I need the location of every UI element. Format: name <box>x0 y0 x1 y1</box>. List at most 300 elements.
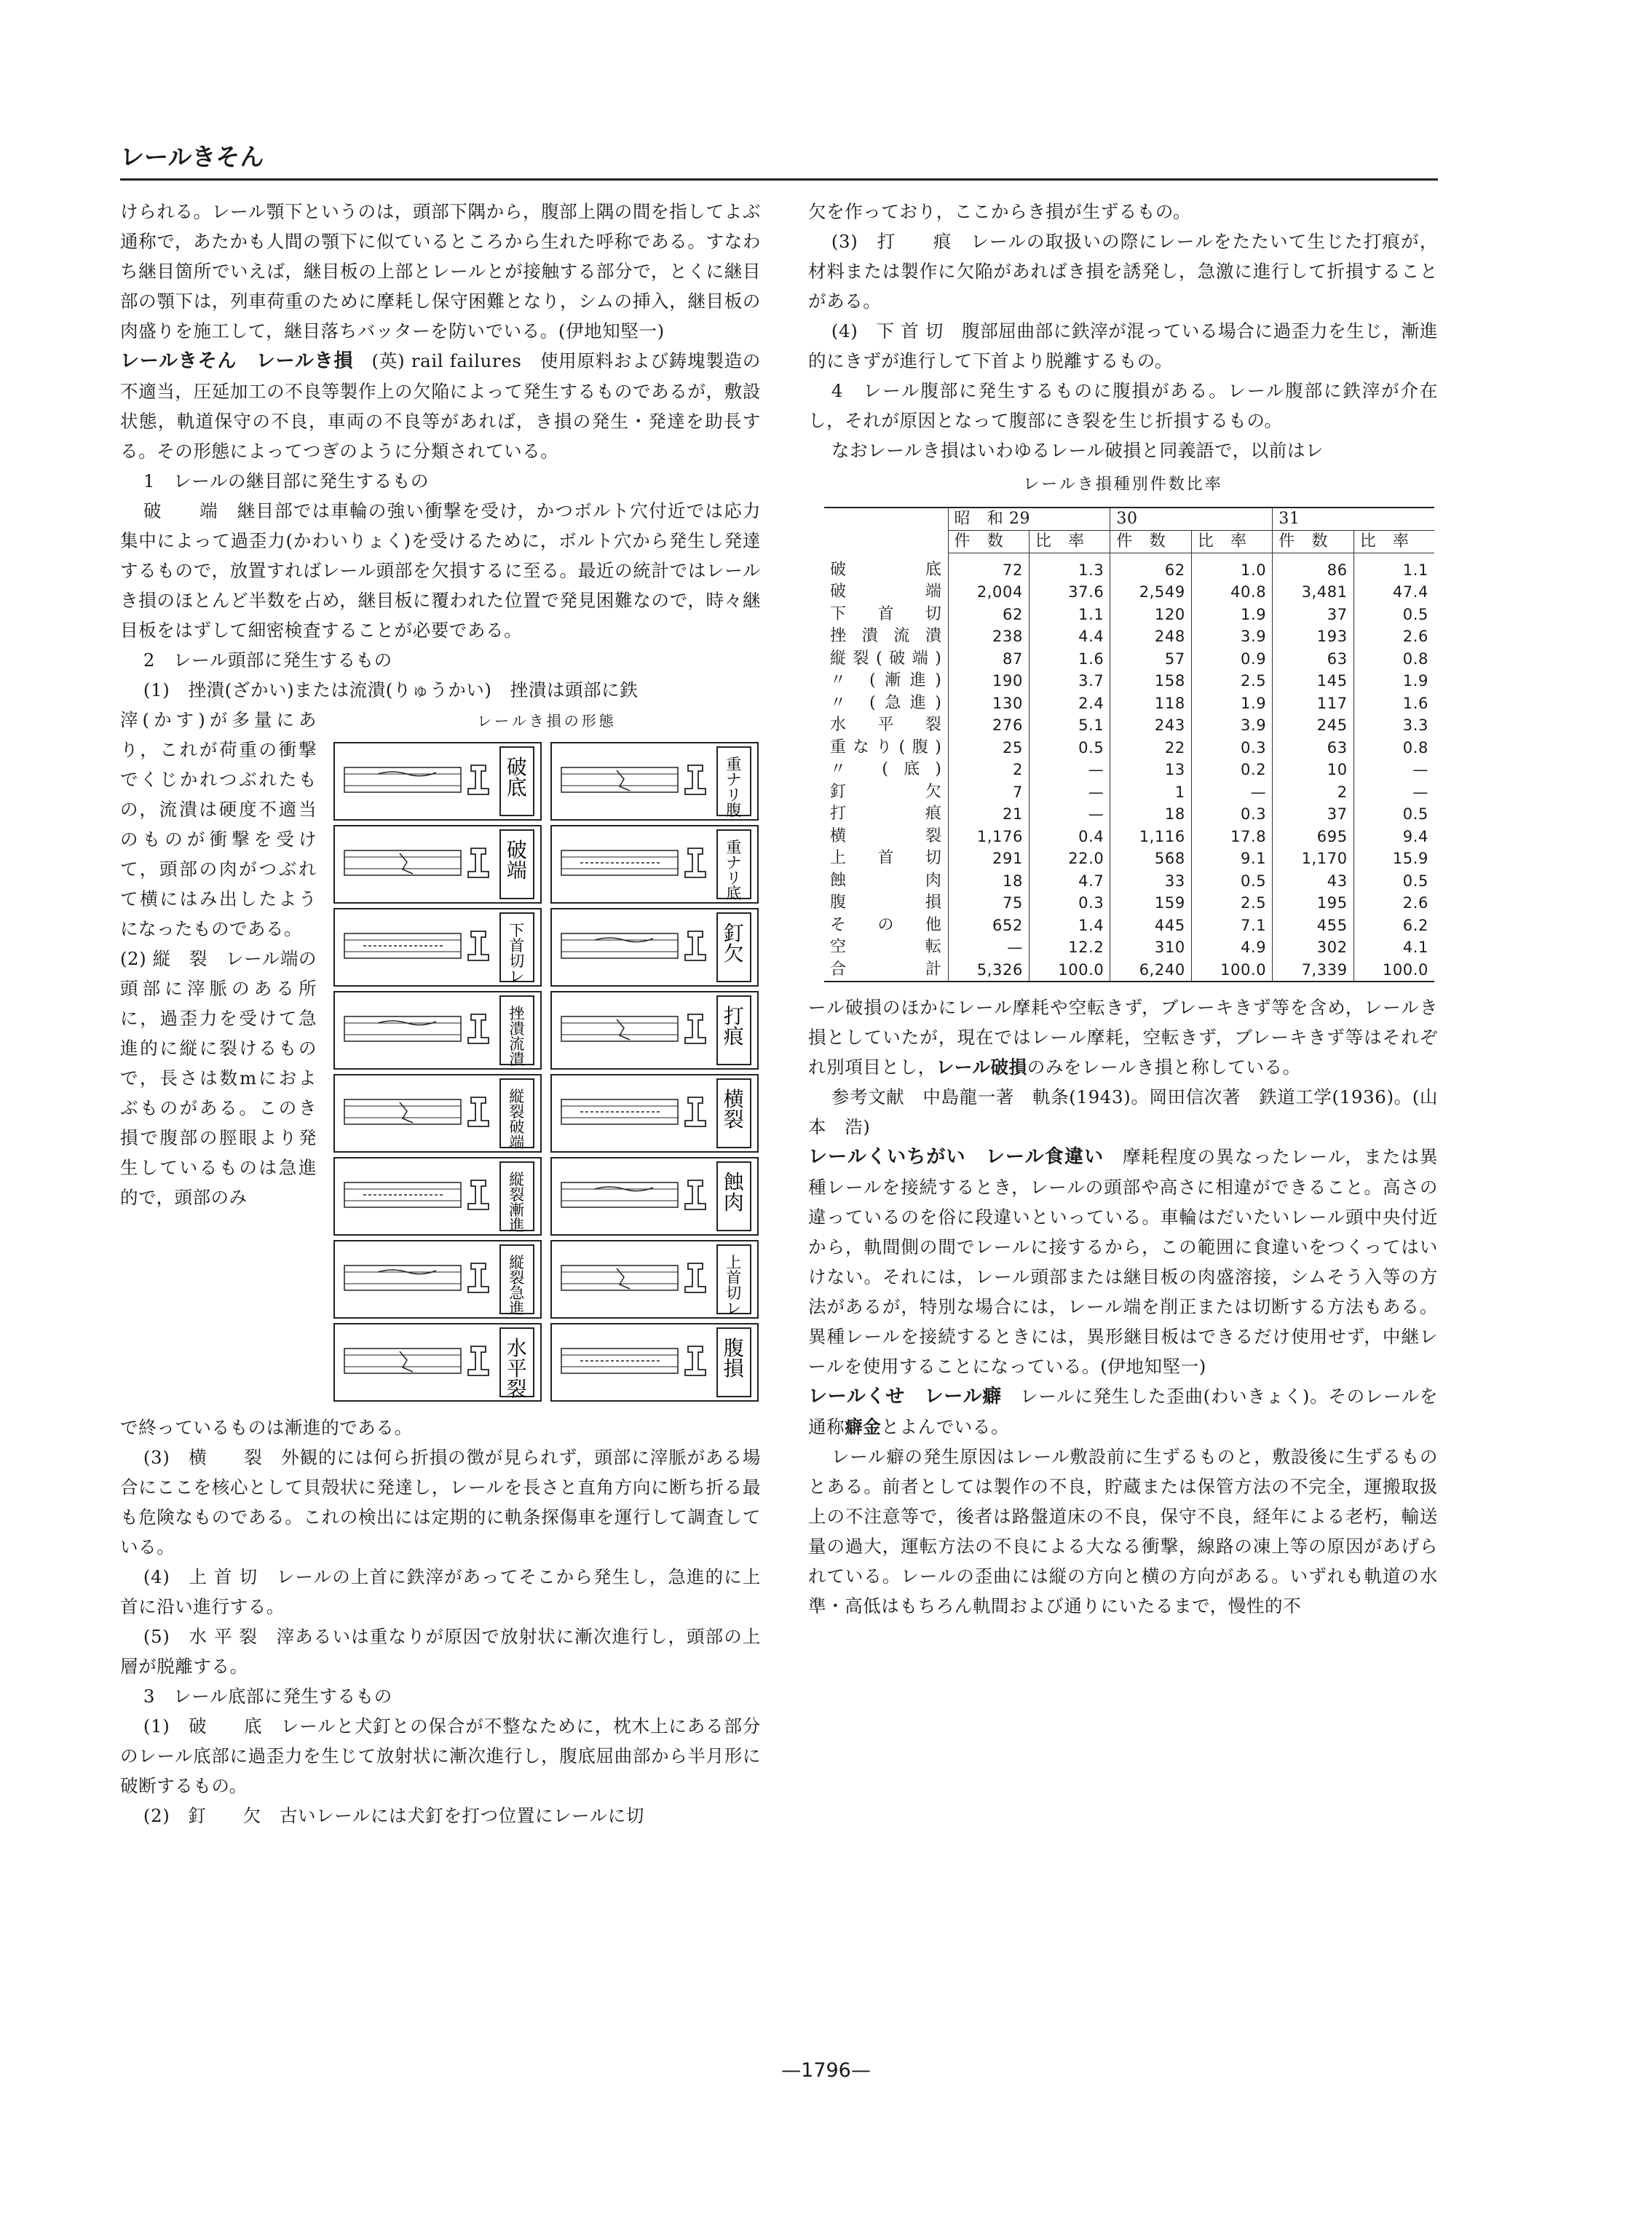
section-heading-1: 1 レールの継目部に発生するもの <box>143 470 430 491</box>
ratio-cell: 2.4 <box>1029 692 1110 715</box>
defect-crack-mark <box>400 853 413 874</box>
ratio-cell: 3.9 <box>1191 625 1272 648</box>
count-cell: 18 <box>948 870 1029 893</box>
rail-cross-section <box>468 1263 489 1292</box>
rail-cross-section <box>685 1180 706 1209</box>
ratio-cell: 12.2 <box>1029 936 1110 959</box>
rail-side-view <box>344 767 461 792</box>
ratio-cell: 4.1 <box>1353 936 1434 959</box>
figure-label-char: 重 <box>726 838 742 856</box>
count-cell: 72 <box>948 553 1029 582</box>
table-row <box>824 915 1434 937</box>
figure-drawing <box>333 741 761 1410</box>
ratio-cell: 0.9 <box>1191 648 1272 671</box>
figure-label-char: 端 <box>506 858 528 883</box>
figure-title: レールき損の形態 <box>477 712 617 730</box>
right-paragraph-6-text: ール破損のほかにレール摩耗や空転きず，ブレーキきず等を含め，レールき損としていたが，現在ではレール摩耗，空転きず，ブレーキきず等はそれぞれ別項目とし， <box>808 996 1438 1078</box>
ratio-cell: 1.6 <box>1029 648 1110 671</box>
count-cell: 238 <box>948 625 1029 648</box>
figure-wrap <box>120 705 761 1413</box>
rail-side-view <box>561 1016 678 1041</box>
count-cell: 25 <box>948 737 1029 759</box>
figure-label-char: 切 <box>726 1284 742 1302</box>
figure-label-char: 潰 <box>509 1050 525 1068</box>
count-cell: 193 <box>1273 625 1353 648</box>
row-label: 釘欠 <box>830 782 942 801</box>
count-cell: 302 <box>1273 936 1353 959</box>
count-cell: 10 <box>1273 759 1353 781</box>
figure-label <box>507 755 528 799</box>
count-header: 件 数 <box>1273 531 1353 553</box>
table-row <box>824 581 1434 604</box>
table-row <box>824 737 1434 759</box>
count-cell: 310 <box>1110 936 1191 959</box>
ratio-cell: 0.3 <box>1191 737 1272 759</box>
figure-label-char: 流 <box>509 1035 525 1053</box>
count-cell: 21 <box>948 803 1029 826</box>
figure-label-char: 破 <box>506 755 528 780</box>
table-row <box>824 803 1434 826</box>
ratio-cell: 0.4 <box>1029 826 1110 848</box>
figure-label-char: 下 <box>509 921 525 939</box>
entry-body: 摩耗程度の異なったレール，または異種レールを接続するとき，レールの頭部や高さに相違ができること。高さの違っているのを俗に段違いといっている。車輪はだいたいレール頭中央付近から，軌間側の間でレールに接するから，この範囲に食違いをつくってはいけない。それには，レール頭部または継目板の肉盛溶接，シムそう入等の方法があるが，特別な場合には，レール端を削正または切断する方法もある。異種レールを接続するときには，異形継目板はできるだけ使用せず，中継レールを使用することになっている。(伊地知堅一) <box>808 1145 1438 1377</box>
figure-label-char: 底 <box>726 884 742 902</box>
ratio-cell: 0.3 <box>1029 892 1110 915</box>
rail-cross-section <box>685 1014 706 1043</box>
figure-label-char: 裂 <box>509 1268 525 1287</box>
count-cell: 455 <box>1273 915 1353 937</box>
row-label: 挫潰流潰 <box>830 627 942 646</box>
figure-label-char: 上 <box>726 1253 742 1271</box>
row-label: 空転 <box>830 938 942 957</box>
figure-label-char: 腹 <box>723 1336 745 1361</box>
ratio-cell: 6.2 <box>1353 915 1434 937</box>
rail-cross-section <box>685 848 706 877</box>
rail-cross-section <box>468 1346 489 1375</box>
figure-label-char: 破 <box>506 838 528 863</box>
count-cell: 37 <box>1273 604 1353 626</box>
figure-label-char: 漸 <box>509 1201 525 1219</box>
ratio-cell: 3.7 <box>1029 670 1110 692</box>
rail-side-view <box>561 933 678 958</box>
figure-label-char: リ <box>726 786 742 804</box>
count-cell: 248 <box>1110 625 1191 648</box>
ratio-cell: — <box>1191 781 1272 804</box>
section-2-item-3: (3) 横 裂 外観的には何ら折損の徴が見られず，頭部に滓脈がある場合にここを核心として貝殻状に発達し，レールを長さと直角方向に断ち折る最も危険なものである。これの検出には定期的に軌条探傷車を運行して調査している。 <box>120 1447 761 1557</box>
count-cell: 5,326 <box>948 959 1029 982</box>
figure-label-char: ナ <box>726 770 742 789</box>
rail-cross-section <box>685 931 706 960</box>
count-cell: 568 <box>1110 848 1191 870</box>
rail-side-view <box>561 767 678 792</box>
ratio-cell: 1.4 <box>1029 915 1110 937</box>
count-cell: 445 <box>1110 915 1191 937</box>
count-cell: 245 <box>1273 714 1353 737</box>
defect-crack-mark <box>400 1102 413 1123</box>
figure-label-char: 裂 <box>509 1185 525 1204</box>
count-cell: 1 <box>1110 781 1191 804</box>
count-header: 件 数 <box>948 531 1029 553</box>
bold-term: 癖金 <box>845 1415 882 1437</box>
ratio-cell: 0.5 <box>1353 870 1434 893</box>
count-cell: 62 <box>1110 553 1191 582</box>
figure-label <box>726 1254 742 1317</box>
section-3-item-2: (2) 釘 欠 古いレールには犬釘を打つ位置にレールに切 <box>143 1805 644 1826</box>
figure-label-char: 損 <box>723 1357 745 1381</box>
table-row <box>824 625 1434 648</box>
defect-crack-mark <box>617 770 630 791</box>
ratio-cell: 4.7 <box>1029 870 1110 893</box>
ratio-cell: 22.0 <box>1029 848 1110 870</box>
row-label: 破端 <box>830 583 942 601</box>
ratio-cell: 1.6 <box>1353 692 1434 715</box>
rail-cross-section <box>685 765 706 794</box>
count-cell: 62 <box>948 604 1029 626</box>
ratio-cell: 0.5 <box>1191 870 1272 893</box>
rail-failure-figure <box>333 706 761 1411</box>
figure-side-text-body: 滓(かす)が多量にあり，これが荷重の衝撃でくじかれつぶれたもの，流潰は硬度不適当のものが衝撃を受けて，頭部の肉がつぶれて横にはみ出したようになったものである。 (2) 縦 裂 レール端の頭部に滓脈のある所に，過歪力を受けて急進的に縦に裂けるもので，長さは数mにおよぶものがある。このき損で腹部の脛眼より発生しているものは急進的で，頭部のみ <box>120 709 317 1208</box>
rail-cross-section <box>685 1346 706 1375</box>
row-label: 上首切 <box>830 849 942 868</box>
entry-heading: レールくいちがい レール食違い <box>808 1145 1104 1168</box>
table-row <box>824 648 1434 671</box>
count-cell: 87 <box>948 648 1029 671</box>
figure-label-char: リ <box>726 869 742 887</box>
count-cell: 120 <box>1110 604 1191 626</box>
year-header: 30 <box>1110 508 1273 531</box>
failure-statistics-table <box>824 507 1434 982</box>
table-row <box>824 553 1434 582</box>
ratio-cell: 3.3 <box>1353 714 1434 737</box>
ratio-header: 比 率 <box>1353 531 1434 553</box>
ratio-cell: 4.9 <box>1191 936 1272 959</box>
count-cell: 13 <box>1110 759 1191 781</box>
table-body <box>824 553 1434 982</box>
ratio-cell: 0.3 <box>1191 803 1272 826</box>
row-label: 〃 (底) <box>830 760 942 779</box>
rail-cross-section <box>468 1097 489 1126</box>
figure-label <box>507 838 528 883</box>
figure-label-char: 欠 <box>723 941 745 966</box>
count-cell: 7,339 <box>1273 959 1353 982</box>
rail-side-view <box>344 1349 461 1373</box>
ratio-cell: 9.1 <box>1191 848 1272 870</box>
figure-label <box>724 1087 745 1132</box>
count-cell: 145 <box>1273 670 1353 692</box>
count-cell: 291 <box>948 848 1029 870</box>
ratio-cell: 47.4 <box>1353 581 1434 604</box>
figure-label <box>507 1336 528 1401</box>
rail-side-view <box>344 1099 461 1124</box>
ratio-cell: 9.4 <box>1353 826 1434 848</box>
figure-side-text <box>120 705 317 1212</box>
rail-cross-section <box>468 931 489 960</box>
right-paragraph-2: (3) 打 痕 レールの取扱いの際にレールをたたいて生じた打痕が，材料または製作に欠陥があればき損を誘発し，急激に進行して折損することがある。 <box>808 231 1438 312</box>
figure-label-char: 首 <box>726 1268 742 1287</box>
after-figure-text: で終っているものは漸進的である。 <box>120 1417 413 1438</box>
count-cell: 1,170 <box>1273 848 1353 870</box>
section-3-item-1: (1) 破 底 レールと犬釘との保合が不整なために，枕木上にある部分のレール底部に過歪力を生じて放射状に漸次進行し，腹底屈曲部から半月形に破断するもの。 <box>120 1715 761 1796</box>
row-label: 横裂 <box>830 826 942 845</box>
row-label: その他 <box>830 915 942 934</box>
count-cell: 3,481 <box>1273 581 1353 604</box>
year-header: 31 <box>1273 508 1434 531</box>
count-cell: 243 <box>1110 714 1191 737</box>
figure-label <box>724 1170 745 1215</box>
ratio-cell: 1.0 <box>1191 553 1272 582</box>
row-label: 〃 (漸進) <box>830 671 942 690</box>
defect-crack-mark <box>617 1019 630 1040</box>
right-paragraph-7: レール癖の発生原因はレール敷設前に生ずるものと，敷設後に生ずるものとある。前者としては製作の不良，貯蔵または保管方法の不完全，運搬取扱上の不注意等で，後者は路盤道床の不良，保守不良，経年による老朽，輸送量の過大，運転方法の不良による大なる衝撃，線路の凍上等の原因があげられている。レールの歪曲には縦の方向と横の方向がある。いずれも軌道の水準・高低はもちろん軌間および通りにいたるまで，慢性的不 <box>808 1445 1438 1616</box>
rail-cross-section <box>685 1263 706 1292</box>
entry-rail-mismatch <box>808 1142 1438 1381</box>
entry-rail-failures <box>120 346 761 466</box>
rail-cross-section <box>468 1014 489 1043</box>
figure-label-char: 縦 <box>509 1170 525 1188</box>
section-heading-2: 2 レール頭部に発生するもの <box>143 649 392 671</box>
row-label: 腹損 <box>830 893 942 912</box>
rail-cross-section <box>468 1180 489 1209</box>
ratio-cell: 0.8 <box>1353 737 1434 759</box>
ratio-cell: — <box>1029 781 1110 804</box>
ratio-cell: 100.0 <box>1191 959 1272 982</box>
ratio-cell: 1.1 <box>1029 604 1110 626</box>
count-cell: 1,116 <box>1110 826 1191 848</box>
figure-label-char: 裂 <box>723 1107 745 1132</box>
figure-label-char: ナ <box>726 853 742 872</box>
row-label: 破底 <box>830 560 942 579</box>
ratio-cell: 17.8 <box>1191 826 1272 848</box>
count-cell: 1,176 <box>948 826 1029 848</box>
rail-cross-section <box>468 765 489 794</box>
table-row <box>824 959 1434 982</box>
count-cell: 75 <box>948 892 1029 915</box>
rail-side-view <box>344 1266 461 1290</box>
count-cell: 7 <box>948 781 1029 804</box>
figure-label <box>726 756 742 819</box>
left-column <box>120 197 761 1831</box>
table-row <box>824 870 1434 893</box>
figure-label <box>724 1004 745 1049</box>
ratio-header: 比 率 <box>1191 531 1272 553</box>
ratio-cell: 1.9 <box>1191 692 1272 715</box>
section-2-item-5: (5) 水 平 裂 滓あるいは重なりが原因で放射状に漸次進行し，頭部の上層が脱離する。 <box>120 1626 761 1677</box>
figure-label <box>509 1088 525 1151</box>
count-cell: 695 <box>1273 826 1353 848</box>
table-row <box>824 892 1434 915</box>
ratio-cell: 2.5 <box>1191 670 1272 692</box>
row-label: 重なり(腹) <box>830 738 942 757</box>
count-cell: 57 <box>1110 648 1191 671</box>
count-cell: 195 <box>1273 892 1353 915</box>
row-label: 水平裂 <box>830 716 942 735</box>
figure-label <box>509 922 525 985</box>
figure-label-char: 底 <box>506 775 528 800</box>
entry-heading: レールくせ レール癖 <box>808 1385 1002 1407</box>
count-cell: 276 <box>948 714 1029 737</box>
row-label: 合計 <box>830 960 942 979</box>
section-2-item-4: (4) 上 首 切 レールの上首に鉄滓があってそこから発生し，急進的に上首に沿い進行する。 <box>120 1566 761 1617</box>
figure-label-char: レ <box>509 967 525 985</box>
ratio-cell: 0.5 <box>1353 803 1434 826</box>
ratio-cell: 2.5 <box>1191 892 1272 915</box>
entry-body: (英) rail failures 使用原料および鋳塊製造の不適当，圧延加工の不良等製作上の欠陥によって発生するものであるが，敷設状態，軌道保守の不良，車両の不良等があれば，き損の発生・発達を助長する。その形態によってつぎのように分類されている。 <box>120 350 761 462</box>
ratio-cell: 1.9 <box>1191 604 1272 626</box>
count-cell: 2,004 <box>948 581 1029 604</box>
count-cell: 118 <box>1110 692 1191 715</box>
ratio-cell: 100.0 <box>1353 959 1434 982</box>
defect-crack-mark <box>400 1351 413 1372</box>
right-paragraph-6 <box>808 992 1438 1082</box>
count-cell: 86 <box>1273 553 1353 582</box>
figure-label-char: 進 <box>509 1216 525 1234</box>
ratio-cell: 0.8 <box>1353 648 1434 671</box>
entry-heading: レールきそん レールき損 <box>120 350 354 372</box>
count-cell: 190 <box>948 670 1029 692</box>
ratio-cell: 7.1 <box>1191 915 1272 937</box>
count-cell: 18 <box>1110 803 1191 826</box>
count-cell: 159 <box>1110 892 1191 915</box>
figure-label-char: 挫 <box>509 1004 525 1022</box>
row-label: 下首切 <box>830 604 942 623</box>
figure-label <box>509 1005 526 1068</box>
rail-cross-section <box>685 1097 706 1126</box>
count-cell: 63 <box>1273 648 1353 671</box>
right-paragraph-1: 欠を作っており，ここからき損が生ずるもの。 <box>808 201 1192 222</box>
ratio-cell: 2.6 <box>1353 625 1434 648</box>
table-row <box>824 936 1434 959</box>
bold-term: レール破損 <box>936 1056 1027 1078</box>
count-cell: 158 <box>1110 670 1191 692</box>
figure-label-char: 平 <box>506 1357 528 1381</box>
ratio-cell: — <box>1029 759 1110 781</box>
figure-label-char: 破 <box>509 1118 525 1136</box>
table-row <box>824 848 1434 870</box>
table-caption: レールき損種別件数比率 <box>1023 475 1223 494</box>
ratio-cell: 3.9 <box>1191 714 1272 737</box>
right-paragraph-4: 4 レール腹部に発生するものに腹損がある。レール腹部に鉄滓が介在し，それが原因となって腹部にき裂を生じ折損するもの。 <box>808 380 1438 431</box>
table-row <box>824 781 1434 804</box>
entry-body: レールに発生した歪曲(わいきょく)。そのレールを通称 <box>808 1385 1438 1437</box>
count-cell: 43 <box>1273 870 1353 893</box>
table-year-row <box>824 508 1434 531</box>
table-row <box>824 670 1434 692</box>
figure-label <box>724 921 745 966</box>
right-paragraph-3: (4) 下 首 切 腹部屈曲部に鉄滓が混っている場合に過歪力を生じ，漸進的にきずが進行して下首より脱離するもの。 <box>808 320 1438 371</box>
figure-label-char: 急 <box>509 1284 525 1302</box>
ratio-cell: 5.1 <box>1029 714 1110 737</box>
table-row <box>824 826 1434 848</box>
row-label: 打痕 <box>830 805 942 824</box>
header-rule <box>120 178 1438 181</box>
figure-label-char: 肉 <box>723 1191 745 1215</box>
ratio-cell: 4.4 <box>1029 625 1110 648</box>
figure-label-char: 蝕 <box>723 1170 745 1195</box>
rail-side-view <box>344 850 461 875</box>
ratio-cell: 100.0 <box>1029 959 1110 982</box>
figure-label-char: 痕 <box>723 1024 745 1049</box>
count-cell: 63 <box>1273 737 1353 759</box>
table-row <box>824 714 1434 737</box>
ratio-cell: 37.6 <box>1029 581 1110 604</box>
figure-label-char: 打 <box>723 1004 745 1029</box>
table-row <box>824 759 1434 781</box>
rail-side-view <box>561 1266 678 1290</box>
figure-label-char: 裂 <box>506 1377 528 1402</box>
references: 参考文献 中島龍一著 軌条(1943)。岡田信次著 鉄道工学(1936)。(山本 浩) <box>808 1086 1438 1137</box>
figure-label-char: 横 <box>723 1087 745 1112</box>
figure-label-char: レ <box>726 1299 742 1317</box>
ratio-cell: — <box>1353 781 1434 804</box>
year-header: 昭 和 29 <box>948 508 1110 531</box>
rail-side-view <box>344 1016 461 1041</box>
count-cell: 2 <box>948 759 1029 781</box>
table-corner <box>824 508 948 553</box>
figure-label <box>509 1254 525 1317</box>
ratio-cell: — <box>1353 759 1434 781</box>
ratio-header: 比 率 <box>1029 531 1110 553</box>
count-cell: — <box>948 936 1029 959</box>
ratio-cell: 1.1 <box>1353 553 1434 582</box>
figure-label-char: 縦 <box>509 1087 525 1105</box>
figure-label-char: 潰 <box>509 1019 525 1038</box>
entry-body-end: とよんでいる。 <box>881 1415 1010 1437</box>
figure-label-char: 水 <box>506 1336 528 1361</box>
section-2-item-1: (1) 挫潰(ざかい)または流潰(りゅうかい) 挫潰は頭部に鉄 <box>143 679 639 700</box>
section-heading-3: 3 レール底部に発生するもの <box>143 1686 392 1707</box>
paragraph-continuation: けられる。レール顎下というのは，頭部下隅から，腹部上隅の間を指してよぶ通称で，あたかも人間の顎下に似ているところから生れた呼称である。すなわち継目箇所でいえば，継目板の上部とレールとが接触する部分で，とくに継目部の顎下は，列車荷重のために摩耗し保守困難となり，シムの挿入，継目板の肉盛りを施工して，継目落ちバッターを防いでいる。(伊地知堅一) <box>120 201 761 341</box>
page-number: —1796— <box>781 2059 871 2082</box>
ratio-cell: 1.9 <box>1353 670 1434 692</box>
figure-label <box>724 1336 745 1381</box>
count-cell: 117 <box>1273 692 1353 715</box>
figure-label-char: 裂 <box>509 1102 525 1121</box>
figure-label-char: 釘 <box>723 921 745 946</box>
figure-label <box>726 839 742 902</box>
count-cell: 37 <box>1273 803 1353 826</box>
row-label: 蝕肉 <box>830 871 942 890</box>
figure-label-char: 腹 <box>726 801 742 819</box>
table-row <box>824 692 1434 715</box>
count-cell: 130 <box>948 692 1029 715</box>
count-cell: 33 <box>1110 870 1191 893</box>
figure-label-char: 首 <box>509 936 525 955</box>
row-label: 〃 (急進) <box>830 693 942 712</box>
table-row <box>824 604 1434 626</box>
count-cell: 2,549 <box>1110 581 1191 604</box>
figure-label-char: 切 <box>509 952 525 970</box>
ratio-cell: 0.2 <box>1191 759 1272 781</box>
ratio-cell: 2.6 <box>1353 892 1434 915</box>
figure-label-char: 重 <box>726 755 742 773</box>
rail-side-view <box>561 1182 678 1207</box>
entry-rail-kink <box>808 1381 1438 1442</box>
count-cell: 6,240 <box>1110 959 1191 982</box>
count-cell: 2 <box>1273 781 1353 804</box>
count-cell: 22 <box>1110 737 1191 759</box>
right-paragraph-6-end: のみをレールき損と称している。 <box>1027 1056 1301 1078</box>
rail-cross-section <box>468 848 489 877</box>
ratio-cell: 1.3 <box>1029 553 1110 582</box>
count-header: 件 数 <box>1110 531 1191 553</box>
ratio-cell: 40.8 <box>1191 581 1272 604</box>
running-head: レールきそん <box>120 143 264 171</box>
right-paragraph-5: なおレールき損はいわゆるレール破損と同義語で，以前はレ <box>831 440 1324 461</box>
ratio-cell: 0.5 <box>1029 737 1110 759</box>
defect-crack-mark <box>617 1268 630 1289</box>
row-label: 縦裂(破端) <box>830 649 942 668</box>
ratio-cell: — <box>1029 803 1110 826</box>
